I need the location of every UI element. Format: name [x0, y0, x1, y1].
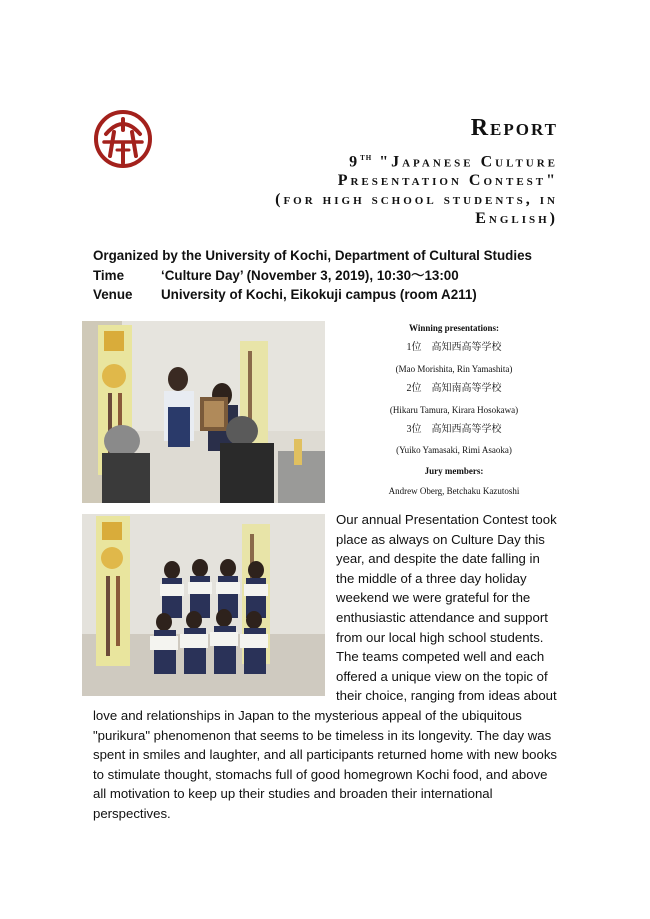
report-body-full — [93, 706, 573, 824]
venue-row — [93, 285, 532, 305]
subtitle-line-2: Presentation Contest" — [337, 172, 558, 190]
body-line: "purikura" phenomenon that seems to be timeless in its longevity. The day was — [93, 727, 552, 743]
report-title: Report — [470, 115, 558, 141]
body-line: their choice, ranging from ideas about — [336, 688, 557, 704]
body-line: the middle of a three day holiday — [336, 570, 527, 586]
venue-value: University of Kochi, Eikokuji campus (room A211) — [161, 287, 477, 302]
body-line: from our local high school students. — [336, 629, 544, 645]
subtitle-line-3: (for high school students, in — [275, 191, 558, 209]
body-line: all motivation to keep up their studies and broaden their international — [93, 786, 493, 802]
report-header — [138, 114, 558, 228]
presentation-photo — [82, 321, 325, 503]
winners-heading: Winning presentations: — [409, 323, 499, 333]
body-line: Our annual Presentation Contest took — [336, 512, 557, 527]
body-line: enthusiastic attendance and support — [336, 609, 548, 625]
winner-members-2: (Hikaru Tamura, Kirara Hosokawa) — [389, 404, 519, 415]
time-label: Time — [93, 267, 125, 283]
body-line: The teams competed well and each — [336, 649, 545, 665]
subtitle-line-1: "Japanese Culture — [372, 153, 558, 171]
subtitle-line-4: English) — [475, 210, 558, 228]
body-line: place as always on Culture Day this — [336, 531, 545, 547]
venue-label: Venue — [93, 287, 133, 302]
body-line: to stimulate thought, stomachs full of good homegrown Kochi food, and above — [93, 766, 548, 782]
contest-title — [138, 148, 558, 228]
body-line: love and relationships in Japan to the mysterious appeal of the ubiquitous — [93, 708, 522, 723]
winner-rank-2: 2位 高知南高等学校 — [406, 383, 502, 395]
time-value: ‘Culture Day’ (November 3, 2019), 10:30～13:00 — [161, 267, 459, 283]
body-line: perspectives. — [93, 805, 171, 821]
winner-rank-1: 1位 高知西高等学校 — [406, 342, 502, 354]
time-row — [93, 266, 532, 286]
organizer-line: Organized by the University of Kochi, Department of Cultural Studies — [93, 248, 532, 263]
winner-rank-3: 3位 高知西高等学校 — [406, 424, 502, 436]
body-line: spent in smiles and laughter, and all participants returned home with new books — [93, 747, 558, 763]
subtitle-ordinal-suffix: th — [360, 152, 373, 163]
winner-members-3: (Yuiko Yamasaki, Rimi Asaoka) — [396, 445, 512, 456]
body-line: weekend we were grateful for the — [336, 590, 531, 606]
event-info — [93, 246, 532, 305]
report-body-column — [336, 510, 568, 706]
jury-heading: Jury members: — [424, 465, 484, 476]
subtitle-ordinal: 9 — [349, 153, 361, 171]
winner-members-1: (Mao Morishita, Rin Yamashita) — [395, 363, 513, 374]
group-photo — [82, 514, 325, 696]
winners-list — [334, 318, 574, 502]
body-line: year, and despite the date falling in — [336, 551, 540, 567]
body-line: offered a unique view on the topic of — [336, 668, 548, 684]
jury-members: Andrew Oberg, Betchaku Kazutoshi — [388, 486, 520, 497]
